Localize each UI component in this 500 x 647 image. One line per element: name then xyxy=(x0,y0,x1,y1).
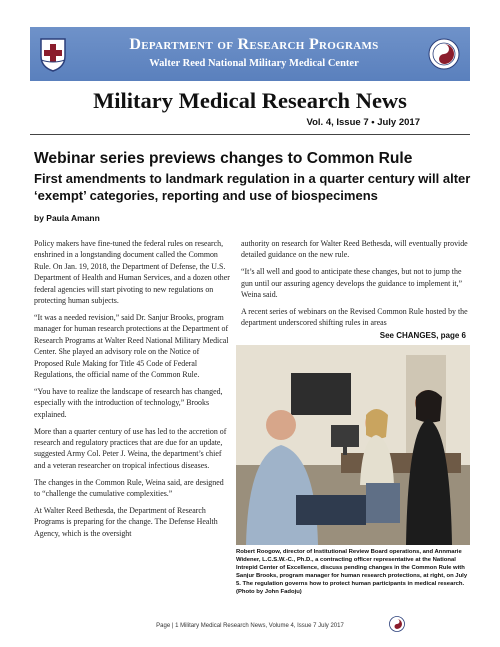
paragraph: More than a quarter century of use has led to the accretion of research and regulatory practices that are due for an update, suggested Army Col. Peter J. Weina, the department’s chief and a veteran researcher on tropical infectious diseases. xyxy=(34,426,227,470)
hospital-crest-icon xyxy=(38,36,68,72)
article-column-right xyxy=(241,238,469,334)
paragraph: Policy makers have fine-tuned the federal rules on research, enshrined in a longstanding document called the Common Rule. On Jan. 19, 2018, the Department of Defense, the U.S. Department of Health and Human Services, and a dozen other federal agencies will start pivoting to new regulations on protecting human subjects. xyxy=(34,239,230,306)
continued-link[interactable]: See CHANGES, page 6 xyxy=(379,331,466,340)
footer-seal-icon xyxy=(389,616,405,632)
meeting-photo xyxy=(236,345,470,545)
article-column-left xyxy=(34,238,230,545)
byline: by Paula Amann xyxy=(34,213,100,223)
paragraph: “You have to realize the landscape of research has changed, especially with the introduction of technology,” Brooks explained. xyxy=(34,386,223,419)
paragraph: The changes in the Common Rule, Weina said, are designed to “challenge the cumulative complexities.” xyxy=(34,477,224,499)
photo-caption: Robert Roogow, director of Institutional Review Board operations, and Annmarie Widener, L.C.S.W.-C., Ph.D., a contracting officer representative at the National Intrepid Center of Excellence, discuss pending changes in the Common Rule with Sanjur Brooks, program manager for human research protections, at right, on July 5. The regulation governs how to protect human participants in medical research. (Photo by John Fadoju) xyxy=(236,549,468,596)
paragraph: “It was a needed revision,” said Dr. Sanjur Brooks, program manager for human research protections at the Department of Research Programs at Walter Reed National Military Medical Center. She played an advisory role on the Notice of Proposed Rule Making for Title 45 Code of Federal Regulations, the official name of the Common Rule. xyxy=(34,312,229,379)
article-headline: Webinar series previews changes to Common Rule xyxy=(34,150,413,167)
newsletter-title: Military Medical Research News xyxy=(93,88,407,113)
paragraph: authority on research for Walter Reed Bethesda, will eventually provide detailed guidance on the new rule. xyxy=(241,239,468,260)
paragraph: “It’s all well and good to anticipate these changes, but not to jump the gun until our assuring agency develops the guidance to implement it,” Weina said. xyxy=(241,267,463,300)
divider xyxy=(30,134,470,135)
department-banner xyxy=(30,27,470,81)
paragraph: At Walter Reed Bethesda, the Department of Research Programs is preparing for the change. The Defense Health Agency, which is the oversight xyxy=(34,506,218,538)
issue-info: Vol. 4, Issue 7 • July 2017 xyxy=(306,117,420,128)
paragraph: A recent series of webinars on the Revised Common Rule hosted by the department underscored shifting rules in areas xyxy=(241,307,468,328)
department-seal-icon xyxy=(428,38,460,70)
page-footer: Page | 1 Military Medical Research News, Volume 4, Issue 7 July 2017 xyxy=(156,623,344,629)
banner-title: Department of Research Programs xyxy=(129,36,379,53)
banner-subtitle: Walter Reed National Military Medical Center xyxy=(149,58,359,69)
article-subhead: First amendments to landmark regulation in a quarter century will alter ‘exempt’ categories, reporting and use of biospecimens xyxy=(34,171,471,203)
